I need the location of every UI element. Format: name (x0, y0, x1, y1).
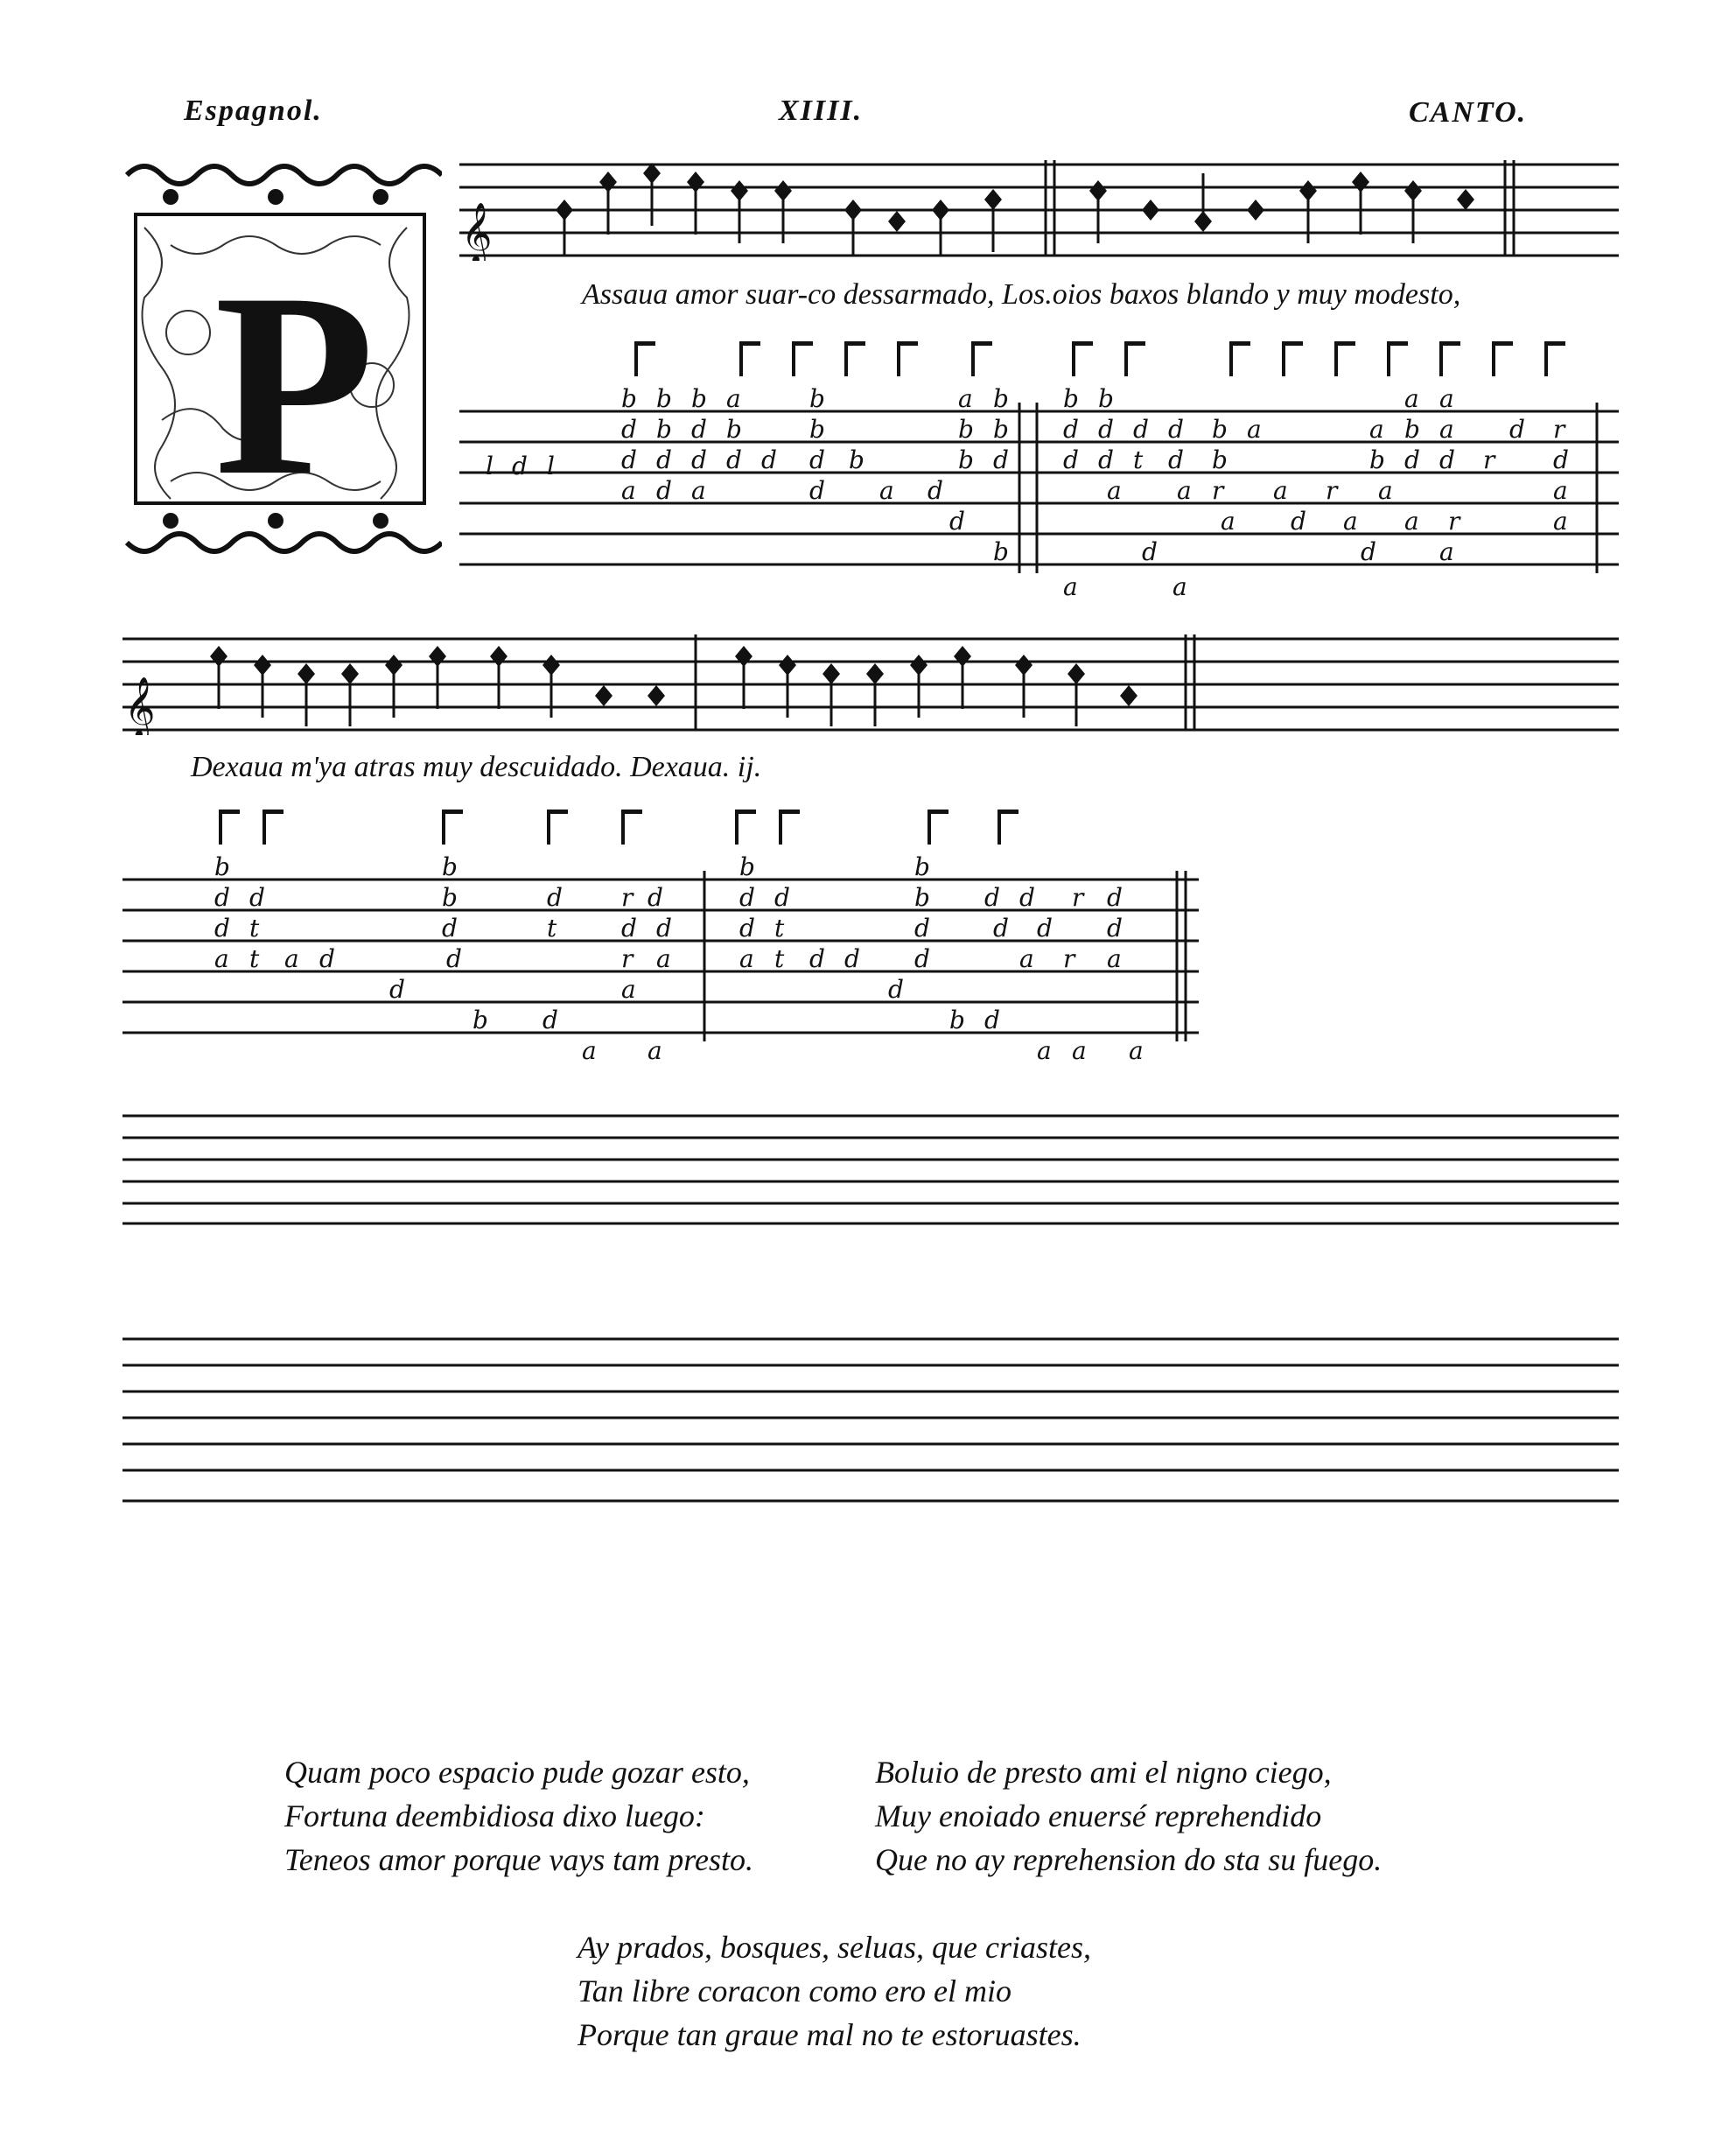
svg-text:a: a (1439, 537, 1454, 566)
svg-text:d: d (774, 883, 790, 912)
header-right: CANTO. (1409, 96, 1528, 129)
empty-staff-2 (122, 1335, 1619, 1510)
svg-text:a: a (648, 1036, 662, 1065)
svg-text:d: d (1439, 445, 1455, 474)
svg-text:d: d (1098, 445, 1114, 474)
svg-text:b: b (726, 415, 742, 444)
svg-text:d: d (888, 975, 904, 1004)
svg-text:d: d (809, 445, 825, 474)
svg-text:a: a (1129, 1036, 1144, 1065)
tablature-2 (122, 801, 1199, 1072)
verse-left-line-1: Quam poco espacio pude gozar esto, (284, 1755, 750, 1790)
svg-text:d: d (993, 914, 1009, 943)
svg-text:r: r (1212, 476, 1224, 505)
svg-text:t: t (547, 914, 557, 943)
svg-text:b: b (656, 384, 672, 413)
svg-text:l: l (486, 452, 494, 480)
initial-letter: P (214, 239, 375, 529)
svg-text:d: d (1019, 883, 1035, 912)
svg-text:d: d (1107, 883, 1123, 912)
svg-text:t: t (774, 944, 785, 973)
svg-text:r: r (1553, 415, 1565, 444)
svg-text:d: d (1107, 914, 1123, 943)
verse-closing (578, 1925, 1091, 2057)
svg-text:a: a (1439, 384, 1454, 413)
verse-left-line-3: Teneos amor porque vays tam presto. (284, 1842, 753, 1877)
svg-text:d: d (761, 445, 777, 474)
svg-text:d: d (691, 445, 707, 474)
svg-text:d: d (1168, 445, 1184, 474)
svg-text:d: d (1361, 537, 1376, 566)
svg-text:a: a (656, 944, 671, 973)
svg-text:b: b (656, 415, 672, 444)
svg-text:a: a (1107, 476, 1122, 505)
svg-text:d: d (656, 445, 672, 474)
svg-text:b: b (472, 1006, 488, 1034)
verse-closing-line-3: Porque tan graue mal no te estoruastes. (578, 2017, 1082, 2052)
svg-text:r: r (1326, 476, 1338, 505)
svg-text:b: b (621, 384, 637, 413)
svg-text:a: a (284, 944, 299, 973)
music-staff-2 (122, 630, 1619, 735)
svg-text:b: b (914, 852, 930, 881)
svg-text:b: b (993, 415, 1009, 444)
svg-text:d: d (1142, 537, 1158, 566)
svg-text:b: b (739, 852, 755, 881)
svg-text:r: r (621, 883, 634, 912)
svg-text:a: a (1553, 476, 1568, 505)
svg-text:d: d (1063, 415, 1079, 444)
svg-text:d: d (914, 944, 930, 973)
verse-right (875, 1750, 1382, 1882)
svg-text:a: a (1343, 507, 1358, 536)
music-staff-1 (459, 156, 1619, 261)
svg-text:b: b (809, 384, 825, 413)
svg-text:d: d (984, 883, 1000, 912)
svg-text:d: d (914, 914, 930, 943)
svg-text:b: b (1212, 445, 1228, 474)
empty-staff-1 (122, 1111, 1619, 1225)
svg-text:a: a (621, 476, 636, 505)
svg-text:a: a (1247, 415, 1262, 444)
svg-text:a: a (879, 476, 894, 505)
svg-text:a: a (582, 1036, 597, 1065)
svg-text:b: b (442, 852, 458, 881)
svg-text:d: d (1168, 415, 1184, 444)
svg-text:d: d (656, 476, 672, 505)
svg-text:a: a (1107, 944, 1122, 973)
svg-text:b: b (1212, 415, 1228, 444)
verse-right-line-1: Boluio de presto ami el nigno ciego, (875, 1755, 1332, 1790)
lyric-line-2: Dexaua m'ya atras muy descuidado. Dexaua. ij. (191, 751, 762, 783)
svg-text:a: a (1037, 1036, 1052, 1065)
svg-text:d: d (319, 944, 335, 973)
svg-text:d: d (739, 883, 755, 912)
svg-text:a: a (214, 944, 229, 973)
svg-text:a: a (691, 476, 706, 505)
svg-text:a: a (1439, 415, 1454, 444)
svg-text:d: d (1133, 415, 1149, 444)
header-left: Espagnol. (184, 95, 323, 127)
svg-text:d: d (547, 883, 563, 912)
svg-text:d: d (621, 914, 637, 943)
svg-text:b: b (993, 384, 1009, 413)
tablature-1 (459, 333, 1619, 613)
svg-text:d: d (1509, 415, 1525, 444)
svg-text:a: a (1273, 476, 1288, 505)
svg-text:b: b (1404, 415, 1420, 444)
svg-text:t: t (249, 914, 260, 943)
svg-text:d: d (442, 914, 458, 943)
svg-text:d: d (993, 445, 1009, 474)
svg-text:t: t (774, 914, 785, 943)
svg-text:d: d (656, 914, 672, 943)
svg-text:d: d (1291, 507, 1306, 536)
svg-text:d: d (726, 445, 742, 474)
svg-text:a: a (1172, 572, 1187, 601)
lyric-line-1: Assaua amor suar-co dessarmado, Los.oios baxos blando y muy modesto, (582, 278, 1461, 311)
svg-text:𝄞: 𝄞 (461, 202, 493, 261)
svg-text:d: d (542, 1006, 558, 1034)
svg-text:r: r (1483, 445, 1495, 474)
svg-text:r: r (1072, 883, 1084, 912)
svg-text:b: b (958, 445, 974, 474)
svg-text:r: r (1063, 944, 1075, 973)
svg-text:a: a (1072, 1036, 1087, 1065)
svg-text:d: d (648, 883, 663, 912)
svg-text:d: d (949, 507, 965, 536)
svg-text:b: b (691, 384, 707, 413)
svg-text:b: b (849, 445, 864, 474)
verse-closing-line-2: Tan libre coracon como ero el mio (578, 1973, 1012, 2008)
svg-text:a: a (1063, 572, 1078, 601)
svg-text:b: b (214, 852, 230, 881)
svg-text:d: d (621, 445, 637, 474)
svg-text:a: a (1553, 507, 1568, 536)
verse-right-line-2: Muy enoiado enuersé reprehendido (875, 1798, 1322, 1833)
verse-closing-line-1: Ay prados, bosques, seluas, que criastes, (578, 1930, 1091, 1965)
svg-text:d: d (809, 476, 825, 505)
svg-text:d: d (1063, 445, 1079, 474)
svg-text:d: d (249, 883, 265, 912)
svg-text:b: b (809, 415, 825, 444)
verse-left-line-2: Fortuna deembidiosa dixo luego: (284, 1798, 705, 1833)
svg-text:r: r (621, 944, 634, 973)
ornament-frame (118, 158, 442, 560)
svg-text:b: b (949, 1006, 965, 1034)
svg-text:d: d (512, 452, 528, 480)
svg-text:d: d (1037, 914, 1053, 943)
svg-text:d: d (1553, 445, 1569, 474)
svg-text:b: b (1098, 384, 1114, 413)
svg-text:b: b (958, 415, 974, 444)
svg-text:l: l (547, 452, 555, 480)
svg-text:a: a (1221, 507, 1236, 536)
svg-text:d: d (691, 415, 707, 444)
verse-left (284, 1750, 753, 1882)
svg-text:a: a (1369, 415, 1384, 444)
svg-text:d: d (984, 1006, 1000, 1034)
verse-right-line-3: Que no ay reprehension do sta su fuego. (875, 1842, 1382, 1877)
svg-text:a: a (739, 944, 754, 973)
svg-text:a: a (1404, 384, 1419, 413)
svg-text:a: a (1404, 507, 1419, 536)
svg-text:b: b (914, 883, 930, 912)
svg-text:a: a (1019, 944, 1034, 973)
svg-text:b: b (1063, 384, 1079, 413)
decorated-initial (118, 158, 442, 560)
svg-text:𝄞: 𝄞 (124, 676, 156, 735)
svg-text:d: d (446, 944, 462, 973)
svg-text:d: d (1404, 445, 1420, 474)
svg-text:d: d (389, 975, 405, 1004)
svg-text:d: d (214, 914, 230, 943)
svg-text:d: d (214, 883, 230, 912)
svg-text:d: d (1098, 415, 1114, 444)
svg-text:b: b (993, 537, 1009, 566)
svg-text:b: b (1369, 445, 1385, 474)
svg-text:d: d (621, 415, 637, 444)
svg-text:a: a (1378, 476, 1393, 505)
svg-text:d: d (809, 944, 825, 973)
svg-text:a: a (958, 384, 973, 413)
svg-text:a: a (726, 384, 741, 413)
svg-text:a: a (1177, 476, 1192, 505)
svg-text:d: d (739, 914, 755, 943)
svg-text:t: t (1133, 445, 1144, 474)
svg-text:d: d (844, 944, 860, 973)
svg-text:t: t (249, 944, 260, 973)
svg-text:r: r (1448, 507, 1460, 536)
svg-text:a: a (621, 975, 636, 1004)
svg-text:d: d (928, 476, 943, 505)
svg-text:b: b (442, 883, 458, 912)
header-center: XIIII. (779, 95, 864, 127)
